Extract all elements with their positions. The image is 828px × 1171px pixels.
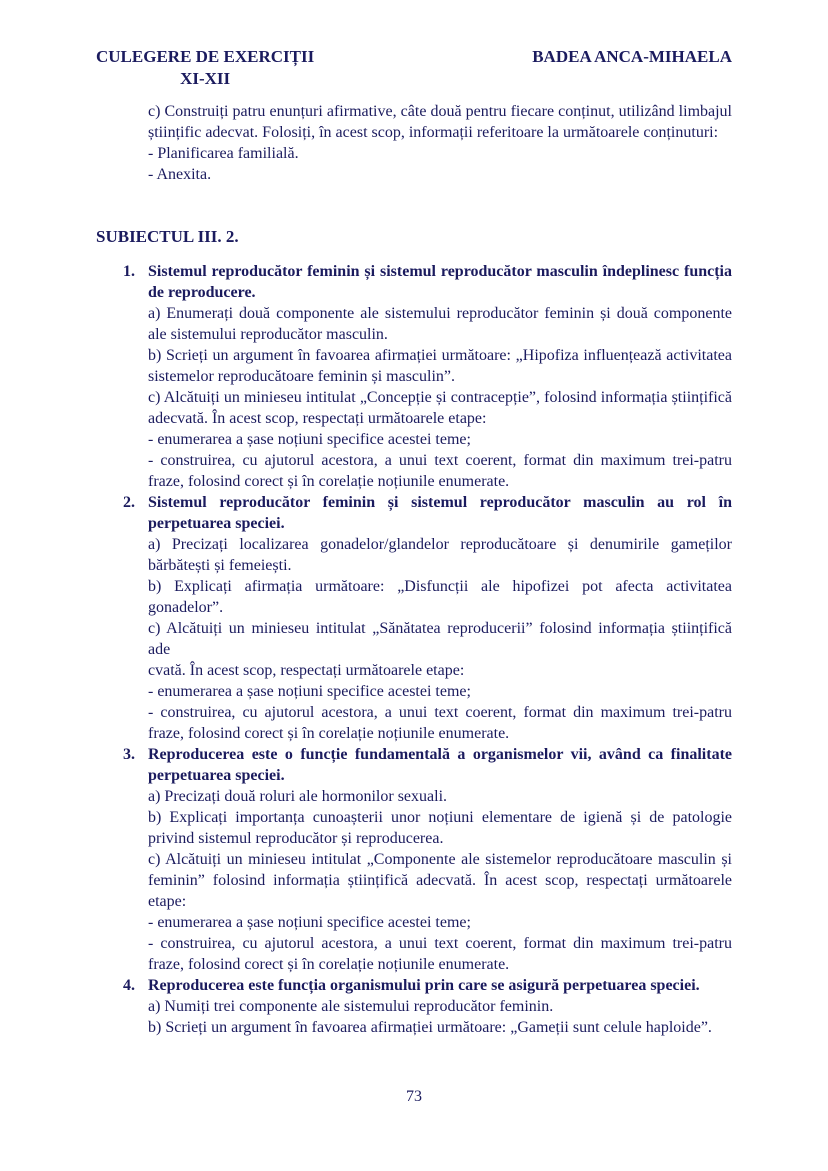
exercise-item-2 — [123, 492, 732, 744]
page-header — [96, 46, 732, 90]
exercise-item-1 — [123, 261, 732, 492]
intro-bullet: - Anexita. — [148, 166, 212, 183]
item-line: a) Precizați două roluri ale hormonilor sexuali. — [148, 788, 448, 805]
item-title: Reproducerea este o funcție fundamentală a organismelor vii, având ca finalitate perpetuarea speciei. — [148, 746, 732, 784]
item-line: cvată. În acest scop, respectați următoarele etape: — [148, 662, 465, 679]
item-line: - enumerarea a șase noțiuni specifice acestei teme; — [148, 683, 471, 700]
item-line: - construirea, cu ajutorul acestora, a unui text coerent, format din maximum trei-patru fraze, folosind corect și în corelație noțiunile enumerate. — [148, 704, 732, 742]
book-title — [96, 46, 314, 90]
item-body — [148, 975, 732, 1038]
intro-paragraph: c) Construiți patru enunțuri afirmative, câte două pentru fiecare conținut, utilizând limbajul științific adecvat. Folosiți, în acest scop, informații referitoare la următoarele conținuturi: — [148, 103, 732, 141]
book-title-line1: CULEGERE DE EXERCIȚII — [96, 47, 315, 66]
item-number: 2. — [123, 494, 135, 511]
item-title: Reproducerea este funcția organismului prin care se asigură perpetuarea speciei. — [148, 977, 700, 994]
intro-bullet: - Planificarea familială. — [148, 145, 299, 162]
item-line: - construirea, cu ajutorul acestora, a unui text coerent, format din maximum trei-patru fraze, folosind corect și în corelație noțiunile enumerate. — [148, 935, 732, 973]
item-title: Sistemul reproducător feminin și sistemul reproducător masculin îndeplinesc funcția de reproducere. — [148, 263, 732, 301]
book-title-line2: XI-XII — [180, 69, 231, 88]
item-body — [148, 744, 732, 975]
item-line: a) Precizați localizarea gonadelor/glandelor reproducătoare și denumirile gameților bărbătești și femeiești. — [148, 536, 732, 574]
exercise-item-4 — [123, 975, 732, 1038]
page-number: 73 — [406, 1088, 422, 1105]
exercise-item-3 — [123, 744, 732, 975]
item-body — [148, 492, 732, 744]
author-name: BADEA ANCA-MIHAELA — [532, 47, 732, 66]
item-line: a) Numiți trei componente ale sistemului reproducător feminin. — [148, 998, 554, 1015]
item-body — [148, 261, 732, 492]
intro-block — [148, 101, 732, 185]
item-line: a) Enumerați două componente ale sistemului reproducător feminin și două componente ale sistemului reproducător masculin. — [148, 305, 732, 343]
item-title: Sistemul reproducător feminin și sistemul reproducător masculin au rol în perpetuarea speciei. — [148, 494, 732, 532]
exercise-list — [96, 261, 732, 1038]
item-line: b) Explicați importanța cunoașterii unor noțiuni elementare de igienă și de patologie privind sistemul reproducător și reproducerea. — [148, 809, 732, 847]
item-line: - construirea, cu ajutorul acestora, a unui text coerent, format din maximum trei-patru fraze, folosind corect și în corelație noțiunile enumerate. — [148, 452, 732, 490]
item-line: b) Scrieți un argument în favoarea afirmației următoare: „Hipofiza influențează activitatea sistemelor reproducătoare feminin și masculin”. — [148, 347, 732, 385]
item-number: 1. — [123, 263, 135, 280]
item-line: c) Alcătuiți un minieseu intitulat „Componente ale sistemelor reproducătoare masculin și feminin” folosind informația științifică adecvată. În acest scop, respectați următoarele etape: — [148, 851, 732, 910]
item-line: - enumerarea a șase noțiuni specifice acestei teme; — [148, 914, 471, 931]
item-line: b) Explicați afirmația următoare: „Disfuncții ale hipofizei pot afecta activitatea gonadelor”. — [148, 578, 732, 616]
item-line: - enumerarea a șase noțiuni specifice acestei teme; — [148, 431, 471, 448]
item-number: 3. — [123, 746, 135, 763]
item-line: c) Alcătuiți un minieseu intitulat „Sănătatea reproducerii” folosind informația științifică ade — [148, 620, 732, 658]
item-number: 4. — [123, 977, 135, 994]
item-line: b) Scrieți un argument în favoarea afirmației următoare: „Gameții sunt celule haploide”. — [148, 1019, 712, 1036]
section-heading: SUBIECTUL III. 2. — [96, 227, 239, 246]
item-line: c) Alcătuiți un minieseu intitulat „Concepție și contracepție”, folosind informația științifică adecvată. În acest scop, respectați următoarele etape: — [148, 389, 732, 427]
